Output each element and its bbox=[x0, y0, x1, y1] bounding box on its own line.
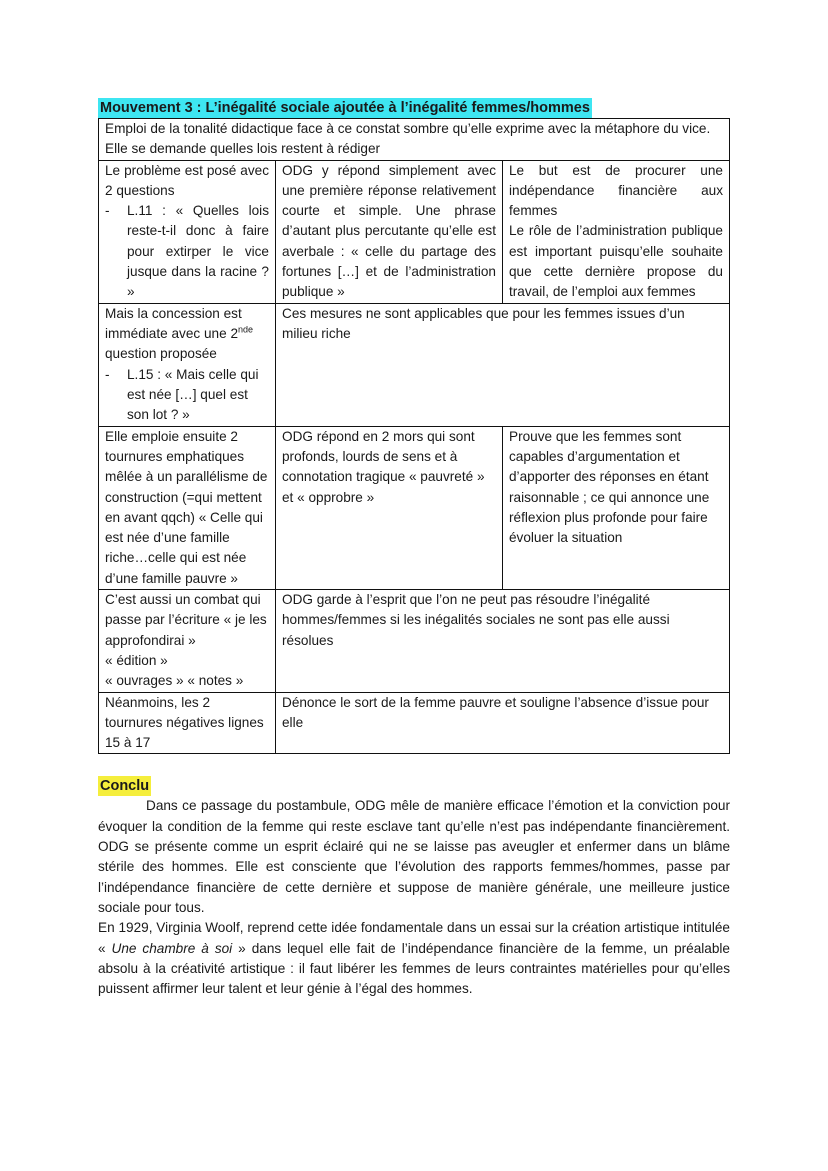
table-cell: ODG garde à l’esprit que l’on ne peut pas résoudre l’inégalité hommes/femmes si les inégalités sociales ne sont pas elle aussi résolues bbox=[276, 590, 730, 692]
table-cell: Mais la concession est immédiate avec une 2nde question proposée - L.15 : « Mais celle qui est née […] quel est son lot ? » bbox=[99, 303, 276, 426]
table-row bbox=[99, 692, 730, 754]
table-cell: ODG répond en 2 mors qui sont profonds, lourds de sens et à connotation tragique « pauvreté » et « opprobre » bbox=[276, 426, 503, 589]
table-cell: C’est aussi un combat qui passe par l’écriture « je les approfondirai » « édition » « ouvrages » « notes » bbox=[99, 590, 276, 692]
table-cell: Ces mesures ne sont applicables que pour les femmes issues d’un milieu riche bbox=[276, 303, 730, 426]
table-cell: Dénonce le sort de la femme pauvre et souligne l’absence d’issue pour elle bbox=[276, 692, 730, 754]
table-cell: ODG y répond simplement avec une première réponse relativement courte et simple. Une phrase d’autant plus percutante qu’elle est averbale : « celle du partage des fortunes […] et de l’administration publique » bbox=[276, 160, 503, 303]
table-cell: Le but est de procurer une indépendance financière aux femmes Le rôle de l’administration publique est important puisqu’elle souhaite que cette dernière propose du travail, de l’emploi aux femmes bbox=[503, 160, 730, 303]
conclusion-section bbox=[98, 776, 730, 999]
table-row bbox=[99, 119, 730, 161]
table-cell: Elle emploie ensuite 2 tournures emphatiques mêlée à un parallélisme de construction (=qui mettent en avant qqch) « Celle qui est née d’une famille riche…celle qui est née d’une famille pauvre » bbox=[99, 426, 276, 589]
conclusion-paragraph: Dans ce passage du postambule, ODG mêle de manière efficace l’émotion et la conviction pour évoquer la condition de la femme qui reste esclave tant qu’elle n’est pas indépendante financièrement. ODG se présente comme un esprit éclairé qui ne se laisse pas aveugler et enfermer dans un blâme stérile des hommes. Elle est consciente que l’évolution des rapports femmes/hommes, passe par l’indépendance financière de cette dernière et suppose de manière générale, une meilleure justice sociale pour tous. bbox=[98, 798, 730, 915]
conclusion-title: Conclu bbox=[100, 778, 150, 795]
list-item: - L.15 : « Mais celle qui est née […] quel est son lot ? » bbox=[105, 366, 259, 423]
section-title: Mouvement 3 : L’inégalité sociale ajoutée à l’inégalité femmes/hommes bbox=[100, 100, 590, 116]
analysis-table bbox=[98, 118, 730, 754]
table-cell: Prouve que les femmes sont capables d’argumentation et d’apporter des réponses en étant raisonnable ; ce qui annonce une réflexion plus profonde pour faire évoluer la situation bbox=[503, 426, 730, 589]
table-cell: Le problème est posé avec 2 questions - L.11 : « Quelles lois reste-t-il donc à faire pour extirper le vice jusque dans la racine ? » bbox=[99, 160, 276, 303]
table-row bbox=[99, 426, 730, 589]
document-page bbox=[98, 98, 730, 999]
table-row bbox=[99, 303, 730, 426]
table-cell: Néanmoins, les 2 tournures négatives lignes 15 à 17 bbox=[99, 692, 276, 754]
table-row bbox=[99, 160, 730, 303]
list-item: - L.11 : « Quelles lois reste-t-il donc à faire pour extirper le vice jusque dans la racine ? » bbox=[105, 203, 269, 300]
book-title: Une chambre à soi bbox=[111, 940, 233, 956]
table-row bbox=[99, 590, 730, 692]
conclusion-paragraph: En 1929, Virginia Woolf, reprend cette idée fondamentale dans un essai sur la création artistique intitulée « Une chambre à soi » dans lequel elle fait de l’indépendance financière de la femme, un préalable absolu à la créativité artistique : il faut libérer les femmes de leurs contraintes matérielles pour qu’elles puissent affirmer leur talent et leur génie à l’égal des hommes. bbox=[98, 920, 730, 997]
table-intro-cell: Emploi de la tonalité didactique face à ce constat sombre qu’elle exprime avec la métaphore du vice. Elle se demande quelles lois restent à rédiger bbox=[99, 119, 730, 161]
